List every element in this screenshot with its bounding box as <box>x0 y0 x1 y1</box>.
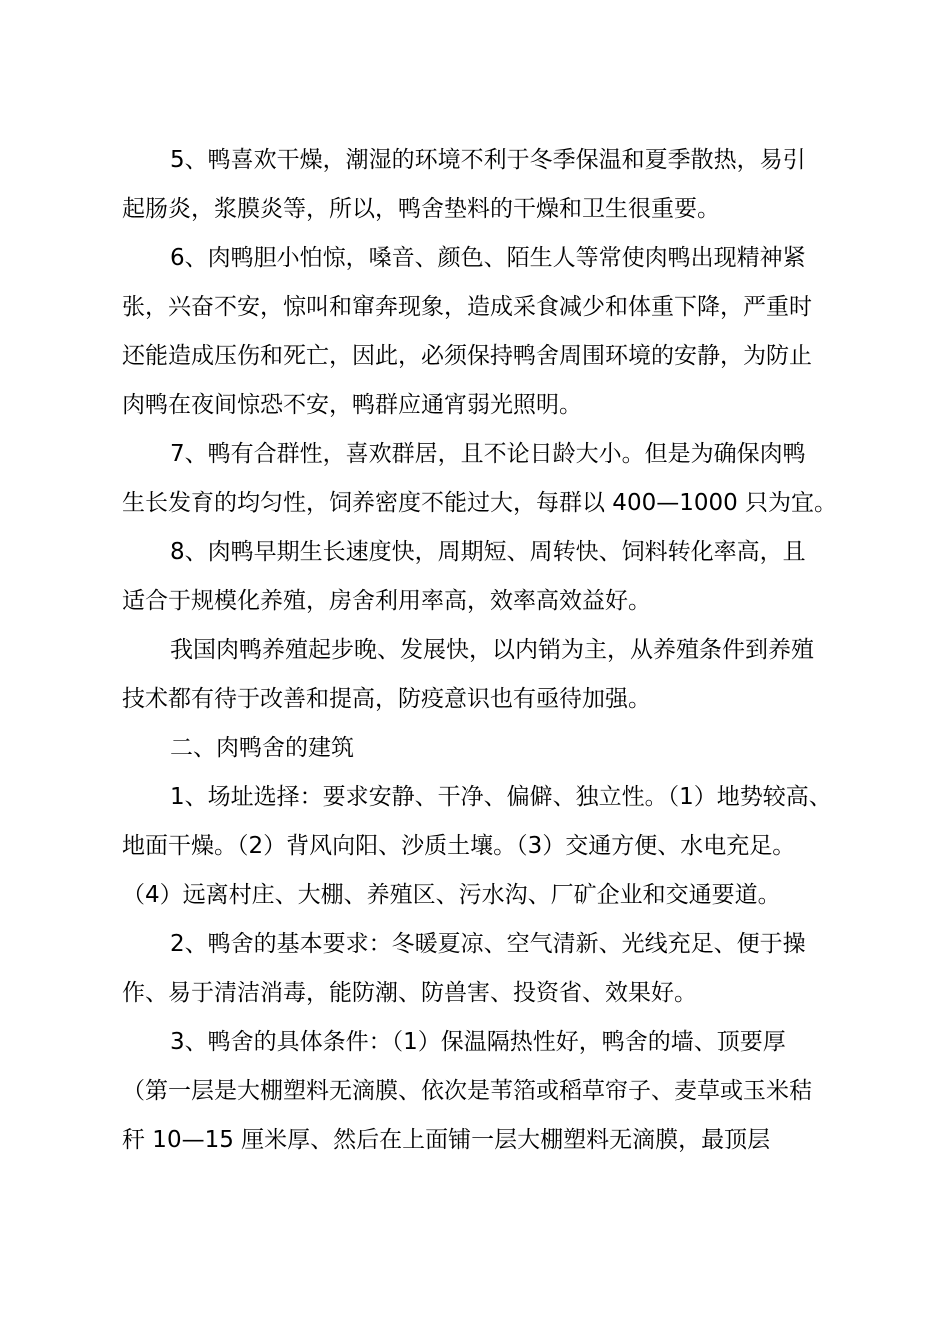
paragraph-line: 地面干燥。（2）背风向阳、沙质土壤。（3）交通方便、水电充足。 <box>122 833 796 859</box>
paragraph-line: 张，兴奋不安，惊叫和窜奔现象，造成采食减少和体重下降，严重时 <box>122 294 812 320</box>
paragraph-6-timid-nature <box>122 234 842 430</box>
paragraph-5-dry-environment <box>122 136 842 234</box>
paragraph-line: 5、鸭喜欢干燥，潮湿的环境不利于冬季保温和夏季散热，易引 <box>170 147 806 173</box>
section-heading: 二、肉鸭舍的建筑 <box>170 735 354 761</box>
paragraph-line: 2、鸭舍的基本要求：冬暖夏凉、空气清新、光线充足、便于操 <box>170 931 806 957</box>
paragraph-line: 还能造成压伤和死亡，因此，必须保持鸭舍周围环境的安静，为防止 <box>122 343 812 369</box>
paragraph-line: （第一层是大棚塑料无滴膜、依次是苇箔或稻草帘子、麦草或玉米秸 <box>122 1078 812 1104</box>
paragraph-line: 秆 10—15 厘米厚、然后在上面铺一层大棚塑料无滴膜，最顶层 <box>122 1127 771 1153</box>
paragraph-8-fast-growth <box>122 528 842 626</box>
paragraph-line: 技术都有待于改善和提高，防疫意识也有亟待加强。 <box>122 686 651 712</box>
paragraph-line: 作、易于清洁消毒，能防潮、防兽害、投资省、效果好。 <box>122 980 697 1006</box>
paragraph-line: 我国肉鸭养殖起步晚、发展快，以内销为主，从养殖条件到养殖 <box>170 637 814 663</box>
paragraph-7-flocking <box>122 430 842 528</box>
paragraph-line: 适合于规模化养殖，房舍利用率高，效率高效益好。 <box>122 588 651 614</box>
paragraph-1-site-selection <box>122 773 842 920</box>
paragraph-3-specific-conditions <box>122 1018 842 1165</box>
paragraph-line: 6、肉鸭胆小怕惊，嗓音、颜色、陌生人等常使肉鸭出现精神紧 <box>170 245 806 271</box>
paragraph-domestic-status <box>122 626 842 724</box>
document-body <box>122 136 842 1165</box>
paragraph-line: 8、肉鸭早期生长速度快，周期短、周转快、饲料转化率高，且 <box>170 539 806 565</box>
paragraph-line: 肉鸭在夜间惊恐不安，鸭群应通宵弱光照明。 <box>122 392 582 418</box>
paragraph-line: 7、鸭有合群性，喜欢群居，且不论日龄大小。但是为确保肉鸭 <box>170 441 806 467</box>
paragraph-line: 起肠炎，浆膜炎等，所以，鸭舍垫料的干燥和卫生很重要。 <box>122 196 720 222</box>
paragraph-line: 3、鸭舍的具体条件：（1）保温隔热性好，鸭舍的墙、顶要厚 <box>170 1029 786 1055</box>
paragraph-2-basic-requirements <box>122 920 842 1018</box>
section-heading-duck-house <box>122 724 842 773</box>
paragraph-line: （4）远离村庄、大棚、养殖区、污水沟、厂矿企业和交通要道。 <box>122 882 781 908</box>
paragraph-line: 1、场址选择：要求安静、干净、偏僻、独立性。（1）地势较高、 <box>170 784 832 810</box>
paragraph-line: 生长发育的均匀性，饲养密度不能过大，每群以 400—1000 只为宜。 <box>122 490 838 516</box>
